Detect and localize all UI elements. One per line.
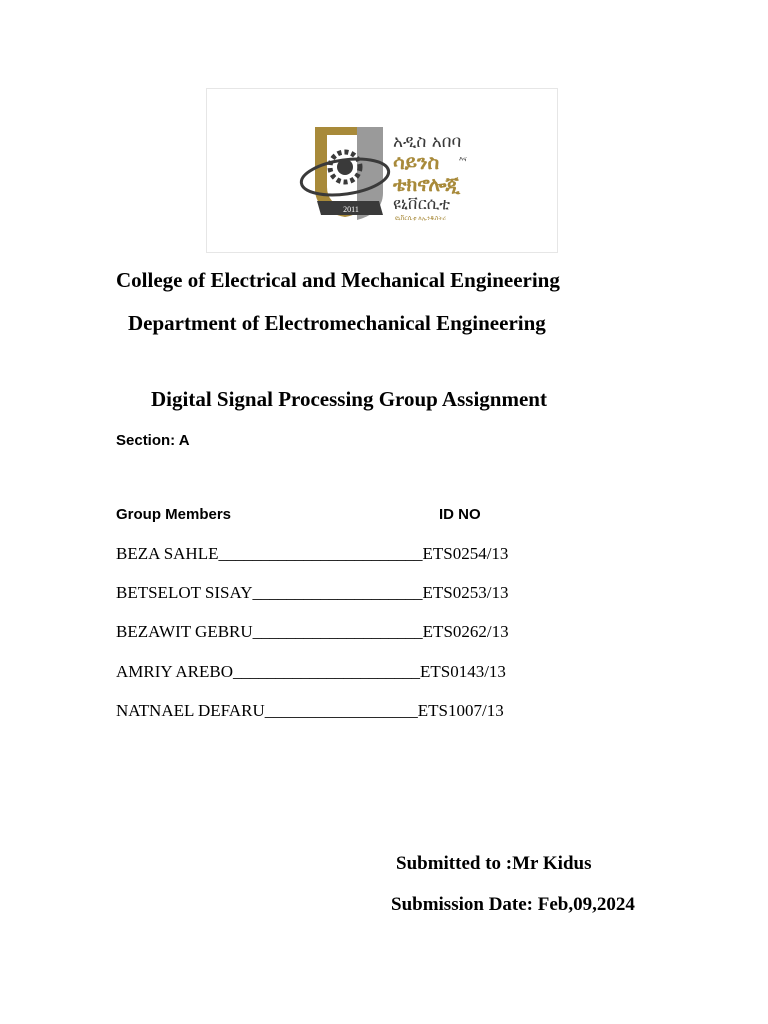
logo-emblem <box>207 89 559 254</box>
university-logo <box>206 88 558 253</box>
logo-text-line2: ሳይንስ <box>393 150 440 174</box>
member-row: NATNAEL DEFARU__________________ETS1007/13 <box>116 701 504 720</box>
member-row: BEZAWIT GEBRU____________________ETS0262/13 <box>116 622 509 641</box>
logo-text-line4: ዩኒቨርሲቲ <box>393 194 451 213</box>
submission-date: Submission Date: Feb,09,2024 <box>391 894 635 915</box>
department-title: Department of Electromechanical Engineering <box>128 311 546 335</box>
id-no-header: ID NO <box>439 506 481 523</box>
logo-text-line3: ቴክኖሎጂ <box>393 172 461 196</box>
logo-text-conj: እና <box>459 155 467 163</box>
member-row: BEZA SAHLE________________________ETS0254/13 <box>116 544 509 563</box>
logo-text-line1: አዲስ አበባ <box>393 132 462 152</box>
logo-motto: ዩኒቨርሲቲ ለኢንዱስትሪ <box>395 215 446 222</box>
assignment-title: Digital Signal Processing Group Assignment <box>151 387 547 411</box>
submitted-to: Submitted to :Mr Kidus <box>396 853 592 874</box>
college-title: College of Electrical and Mechanical Engineering <box>116 268 560 292</box>
member-row: AMRIY AREBO______________________ETS0143/13 <box>116 662 506 681</box>
member-row: BETSELOT SISAY____________________ETS0253/13 <box>116 583 509 602</box>
section-label: Section: A <box>116 432 190 449</box>
group-members-header: Group Members <box>116 506 232 523</box>
logo-year: 2011 <box>343 205 359 214</box>
